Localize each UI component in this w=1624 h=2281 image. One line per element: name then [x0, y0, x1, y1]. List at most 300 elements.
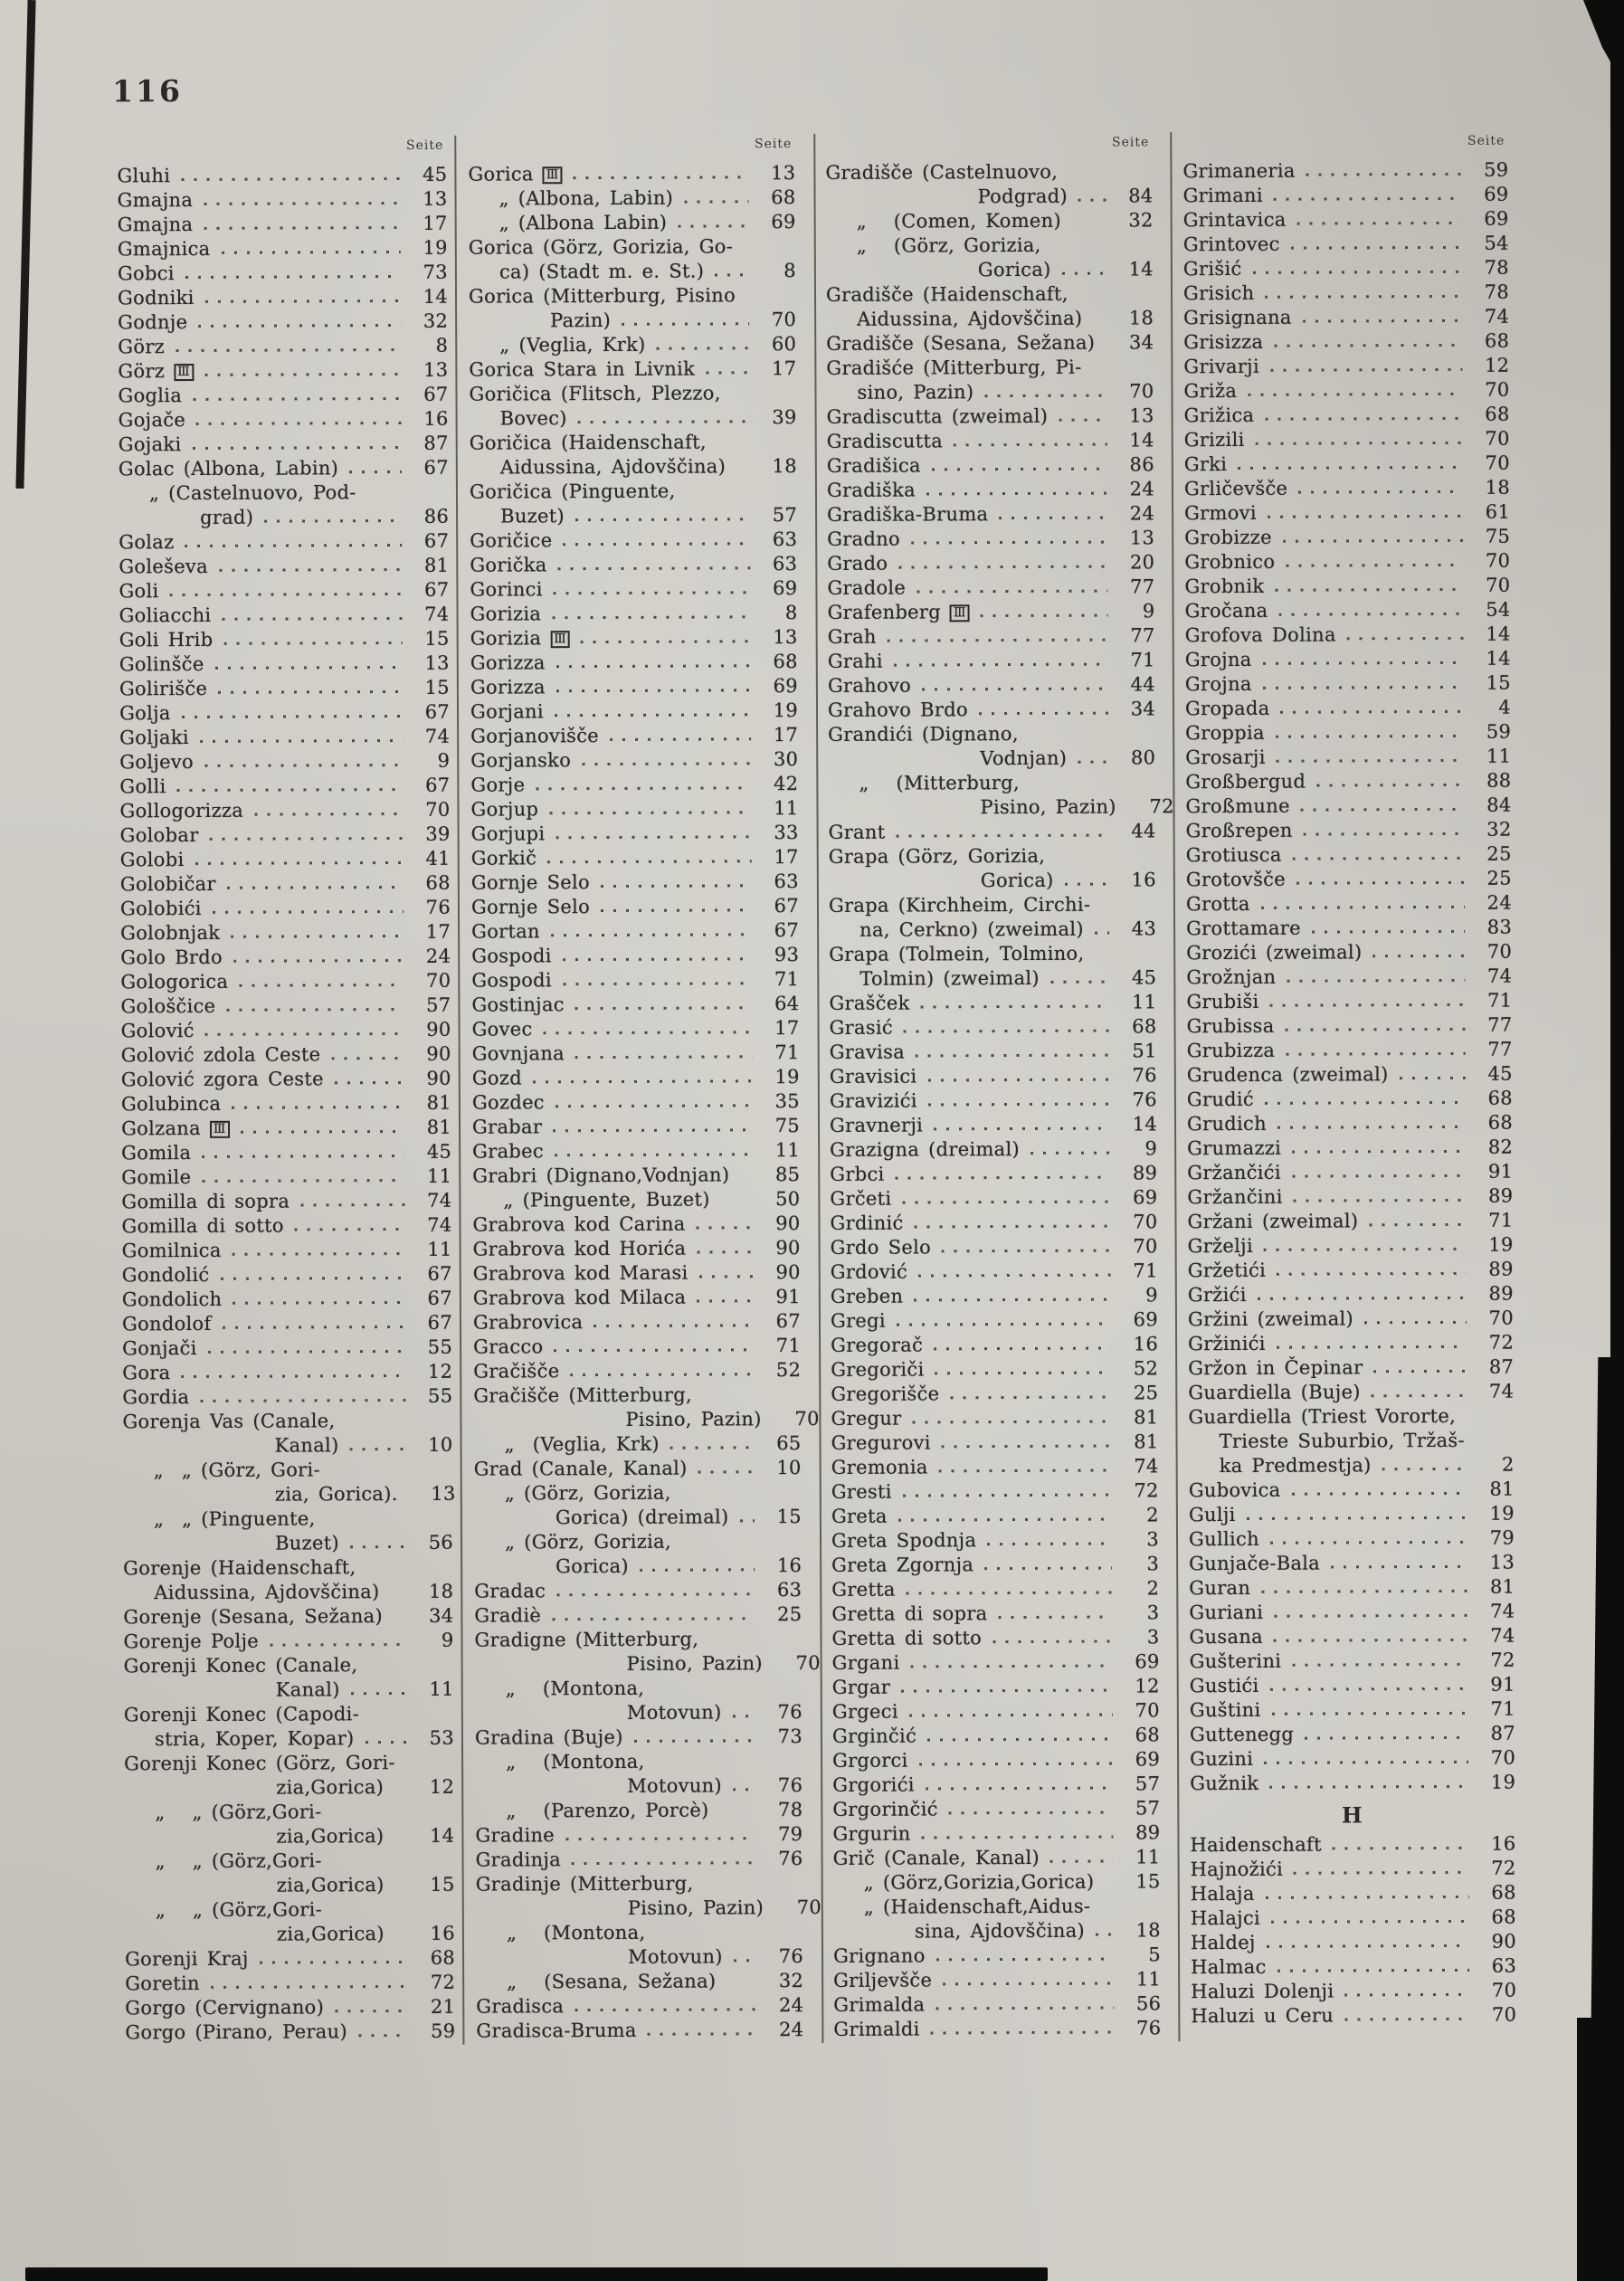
page-reference: 68 — [430, 1946, 456, 1969]
index-entry — [474, 1554, 802, 1580]
dot-leader — [1294, 1199, 1467, 1202]
place-name: Grudich — [1186, 1112, 1267, 1136]
dot-leader — [733, 1788, 755, 1791]
dot-leader — [1333, 1847, 1469, 1850]
place-name: Grintavica — [1182, 208, 1287, 232]
index-entry — [119, 505, 449, 531]
page-reference: 67 — [774, 895, 800, 917]
page-reference: 8 — [435, 334, 449, 356]
page-reference: 76 — [1132, 1088, 1157, 1111]
index-entry — [119, 529, 449, 556]
place-name: Grahovo — [827, 674, 912, 697]
place-name: „ (Montona, — [506, 1921, 646, 1944]
page-reference: 54 — [1484, 232, 1509, 254]
index-entry — [1183, 329, 1509, 356]
place-name: Gmajna — [117, 188, 194, 212]
place-name: Gondolić — [121, 1263, 210, 1287]
dot-leader — [1266, 1896, 1469, 1899]
index-entry — [475, 1700, 803, 1726]
dot-leader — [657, 347, 750, 349]
dot-leader — [1030, 1152, 1110, 1155]
index-entry — [1188, 1233, 1514, 1259]
page-reference: 30 — [773, 748, 799, 771]
index-entry-continuation — [124, 1751, 454, 1777]
page-reference: 68 — [771, 186, 796, 209]
index-entry — [470, 699, 798, 725]
index-entry — [830, 1185, 1157, 1212]
place-name: „ (Mitterburg, — [859, 771, 1021, 794]
index-entry — [1187, 1038, 1513, 1064]
dot-leader — [888, 639, 1108, 642]
index-entry — [1186, 916, 1512, 942]
index-entry — [471, 821, 799, 847]
index-entry — [118, 383, 448, 409]
page-reference: 91 — [1487, 1160, 1514, 1183]
place-name: Grdo Selo — [830, 1236, 932, 1259]
dot-leader — [1277, 1272, 1467, 1276]
page-reference: 74 — [1486, 965, 1513, 987]
place-name: Grotta — [1185, 892, 1250, 916]
index-entry — [472, 1187, 800, 1213]
index-entry — [124, 1775, 454, 1801]
index-entry — [118, 358, 448, 385]
index-entry — [120, 896, 451, 922]
dot-leader — [1294, 1871, 1469, 1875]
index-entry — [473, 1236, 801, 1262]
dot-leader — [581, 640, 751, 643]
place-name: Gorica Stara in Livnik — [469, 357, 696, 381]
index-entry — [471, 845, 799, 871]
index-entry-continuation — [1188, 1404, 1514, 1430]
page-reference: 70 — [425, 798, 451, 821]
place-name: Gravnerji — [829, 1114, 924, 1136]
index-entry — [1191, 1954, 1516, 1981]
dot-leader — [1274, 1639, 1468, 1642]
map-sheet-symbol: Ⅲ — [210, 1121, 230, 1138]
page-reference: 21 — [430, 1995, 456, 2018]
place-name: Gospodi — [471, 945, 552, 967]
page-reference: 25 — [1133, 1382, 1159, 1404]
dot-leader — [910, 1665, 1112, 1668]
place-name: Grojna — [1184, 648, 1252, 671]
dot-leader — [556, 664, 751, 668]
index-entry — [827, 501, 1154, 527]
place-name: „ (Veglia, Krk) — [504, 1432, 660, 1456]
index-entry — [119, 676, 450, 702]
dot-leader — [939, 1469, 1112, 1473]
place-name: Grudenca (zweimal) — [1186, 1063, 1389, 1087]
index-entry — [470, 454, 797, 480]
dot-leader — [727, 1983, 756, 1986]
place-name: Grivarji — [1183, 355, 1260, 378]
index-entry — [470, 601, 798, 627]
page-reference: 69 — [771, 211, 796, 233]
page-reference: 72 — [1134, 1479, 1159, 1502]
dot-leader — [896, 1176, 1111, 1180]
index-entry — [1186, 818, 1512, 844]
dot-leader — [1292, 1150, 1466, 1154]
page-reference: 81 — [1489, 1575, 1515, 1598]
dot-leader — [226, 1008, 404, 1012]
index-entry — [826, 257, 1154, 283]
place-name: na, Cerkno) (zweimal) — [859, 917, 1084, 941]
index-entry — [826, 330, 1154, 356]
index-entry — [121, 1042, 451, 1069]
index-entry — [829, 1014, 1156, 1041]
dot-leader — [575, 1055, 753, 1059]
index-entry — [826, 208, 1154, 234]
index-entry — [832, 1674, 1160, 1700]
index-entry — [125, 1971, 455, 1997]
place-name: Grželji — [1187, 1234, 1254, 1258]
page-reference: 68 — [1487, 1087, 1513, 1109]
place-name: Gradišče (Castelnuovo, — [825, 160, 1059, 184]
dot-leader — [335, 1081, 404, 1084]
place-name: Gračišče — [473, 1360, 560, 1383]
page-reference: 57 — [426, 993, 451, 1016]
dot-leader — [208, 1350, 405, 1354]
page-reference: 11 — [426, 1164, 452, 1187]
page-reference: 16 — [776, 1554, 803, 1577]
place-name: Grki — [1183, 452, 1228, 476]
dot-leader — [622, 322, 749, 326]
page-reference: 74 — [424, 603, 450, 625]
page-reference: 76 — [778, 1945, 804, 1968]
page-reference: 9 — [437, 749, 451, 772]
dot-leader — [1372, 1394, 1467, 1397]
index-entry-continuation — [473, 1383, 801, 1409]
dot-leader — [1059, 419, 1106, 422]
index-entry — [831, 1381, 1158, 1407]
dot-leader — [670, 1446, 755, 1449]
page-reference: 45 — [1131, 966, 1157, 989]
index-entry — [832, 1698, 1160, 1725]
page-reference: 11 — [774, 1139, 801, 1162]
index-entry — [122, 1311, 452, 1337]
dot-leader — [231, 935, 404, 938]
dot-leader — [1062, 272, 1106, 275]
index-entry — [474, 1578, 802, 1604]
place-name: Grabar — [471, 1116, 543, 1138]
dot-leader — [1267, 1944, 1469, 1948]
index-column-4 — [1182, 129, 1516, 2029]
page-reference: 70 — [1133, 1235, 1158, 1258]
index-entry — [1188, 1258, 1514, 1284]
page-reference: 13 — [423, 187, 448, 210]
place-name: Gondolich — [121, 1288, 223, 1311]
dot-leader — [678, 224, 748, 227]
place-name: Gravisa — [829, 1041, 906, 1063]
dot-leader — [1372, 955, 1465, 957]
index-entry — [1188, 1355, 1514, 1382]
index-entry — [830, 1039, 1157, 1065]
place-name: Gluhi — [117, 165, 171, 187]
index-entry — [833, 1967, 1161, 1993]
page-reference: 19 — [773, 699, 799, 722]
place-name: Bovec) — [499, 407, 567, 430]
page-reference: 87 — [1490, 1722, 1516, 1744]
place-name: Gorizza — [470, 651, 546, 674]
page-reference: 11 — [774, 797, 799, 820]
page-reference: 71 — [1488, 1209, 1514, 1231]
index-entry — [1190, 1649, 1515, 1675]
index-entry — [122, 1287, 452, 1313]
index-entry — [1183, 232, 1509, 258]
dot-leader — [1268, 515, 1463, 518]
dot-leader — [1331, 1565, 1467, 1569]
page-reference: 69 — [773, 675, 798, 698]
dot-leader — [1296, 881, 1465, 885]
page-reference: 18 — [428, 1580, 454, 1602]
dot-leader — [1297, 222, 1462, 225]
index-entry — [120, 945, 451, 971]
dot-leader — [536, 786, 751, 790]
page-reference: 63 — [1491, 1954, 1517, 1977]
page-reference: 76 — [777, 1701, 803, 1724]
index-entry — [1183, 280, 1509, 307]
page-reference: 19 — [1488, 1233, 1514, 1256]
place-name: Motovun) — [626, 1701, 722, 1724]
place-name: Gmajnica — [117, 237, 211, 261]
dot-leader — [914, 1298, 1111, 1302]
place-name: Grado — [827, 552, 888, 575]
dot-leader — [902, 1201, 1110, 1204]
index-entry — [829, 917, 1156, 943]
page-reference: 68 — [425, 871, 451, 894]
place-name: Grdović — [830, 1260, 908, 1283]
index-entry — [476, 1896, 822, 1922]
place-name: Gradišće (Mitterburg, Pi- — [826, 356, 1082, 379]
place-name: Gradigne (Mitterburg, — [474, 1628, 699, 1651]
dot-leader — [193, 397, 401, 401]
dot-leader — [556, 835, 751, 839]
page-reference: 16 — [1131, 869, 1156, 891]
place-name: ca) (Stadt m. e. St.) — [499, 260, 705, 283]
index-entry — [119, 725, 450, 751]
index-entry — [828, 794, 1174, 821]
dot-leader — [934, 1347, 1111, 1351]
place-name: Grimalda — [833, 1993, 926, 2016]
dot-leader — [572, 1861, 756, 1865]
dot-leader — [552, 1617, 755, 1620]
index-entry — [118, 212, 448, 238]
index-entry — [1185, 745, 1511, 771]
page-reference: 25 — [777, 1603, 803, 1626]
page-reference: 8 — [784, 260, 796, 282]
place-name: Haidenschaft — [1190, 1833, 1322, 1857]
page-reference: 67 — [423, 383, 449, 405]
place-name: zia, Gorica). — [274, 1483, 398, 1506]
page-reference: 70 — [1488, 1307, 1515, 1329]
index-entry — [830, 1210, 1157, 1236]
index-entry-continuation — [470, 479, 797, 505]
dot-leader — [1286, 564, 1463, 567]
place-name: Gorgo (Cervignano) — [125, 1996, 325, 2020]
dot-leader — [1269, 1785, 1468, 1789]
dot-leader — [349, 470, 402, 473]
place-name: Goliacchi — [119, 604, 212, 627]
dot-leader — [1277, 1126, 1466, 1129]
page-reference: 19 — [423, 236, 448, 259]
index-entry — [1186, 867, 1512, 893]
place-name: zia,Gorica) — [276, 1776, 385, 1799]
page-reference: 25 — [1486, 842, 1512, 865]
place-name: Gradiscutta — [826, 430, 944, 452]
dot-leader — [1400, 1077, 1466, 1079]
page-reference: 32 — [778, 1970, 804, 1992]
page-reference: 63 — [774, 870, 799, 893]
index-entry — [1187, 1136, 1513, 1162]
map-sheet-symbol: Ⅲ — [174, 364, 194, 381]
index-entry — [124, 1726, 454, 1753]
index-entry — [831, 1478, 1159, 1505]
place-name: „ (Montona, — [505, 1677, 645, 1700]
index-entry — [1185, 769, 1511, 795]
index-entry — [1187, 1160, 1513, 1186]
dot-leader — [934, 1127, 1110, 1131]
index-entry — [472, 1163, 800, 1189]
dot-leader — [556, 1592, 755, 1596]
page-reference: 81 — [1489, 1478, 1515, 1500]
index-entry — [827, 452, 1154, 479]
index-entry — [1184, 403, 1510, 429]
dot-leader — [943, 1982, 1114, 1986]
index-entry — [1185, 794, 1511, 820]
dot-leader — [903, 1494, 1112, 1497]
place-name: Görz — [118, 336, 166, 358]
dot-leader — [916, 1054, 1110, 1058]
index-entry-continuation — [474, 1627, 802, 1653]
page-reference: 90 — [775, 1237, 801, 1259]
page-number: 116 — [111, 73, 184, 109]
place-name: Gorica Ⅲ — [468, 162, 562, 186]
place-name: Gološčice — [120, 994, 216, 1018]
place-name: Gradiška-Bruma — [827, 503, 989, 526]
index-entry — [1183, 207, 1509, 233]
index-entry — [471, 918, 799, 945]
index-entry — [831, 1430, 1159, 1456]
index-entry — [118, 334, 448, 360]
dot-leader — [204, 226, 400, 230]
index-entry — [470, 796, 798, 822]
place-name: Groppia — [1185, 721, 1265, 745]
dot-leader — [901, 1689, 1113, 1693]
dot-leader — [1304, 832, 1465, 836]
dot-leader — [549, 811, 751, 814]
page-reference: 80 — [1130, 746, 1156, 769]
column-divider — [1170, 132, 1180, 2041]
index-entry — [120, 847, 451, 873]
page-reference: 70 — [1485, 378, 1510, 401]
index-entry — [472, 1089, 800, 1116]
page-reference: 45 — [1487, 1062, 1513, 1085]
page-reference: 24 — [778, 1994, 804, 2017]
index-entry-continuation — [1188, 1429, 1514, 1455]
index-entry — [120, 871, 451, 898]
index-entry — [471, 992, 799, 1018]
place-name: Gorenje (Sesana, Sežana) — [123, 1605, 384, 1629]
page-reference: 86 — [423, 505, 450, 527]
index-entry — [119, 774, 450, 800]
index-entry — [474, 1505, 802, 1531]
page-reference: 63 — [772, 528, 798, 551]
page-reference: 81 — [426, 1116, 452, 1138]
page-reference: 34 — [1130, 698, 1156, 720]
index-entry-continuation — [124, 1702, 454, 1728]
place-name: Gužnik — [1190, 1772, 1259, 1795]
index-entry — [471, 894, 799, 920]
index-entry-continuation — [828, 721, 1155, 747]
index-entry — [124, 1824, 454, 1850]
dot-leader — [578, 420, 750, 423]
page-reference: 13 — [773, 626, 798, 649]
index-entry — [1185, 623, 1511, 649]
index-entry — [1189, 1453, 1515, 1479]
dot-leader — [1274, 344, 1462, 347]
place-name: Guttenegg — [1189, 1723, 1295, 1746]
place-name: Gortan — [471, 920, 540, 943]
index-entry — [474, 1431, 802, 1458]
index-entry — [1189, 1624, 1515, 1650]
place-name: Gržini (zweimal) — [1187, 1307, 1354, 1331]
dot-leader — [181, 177, 400, 181]
page-reference: 76 — [777, 1774, 803, 1797]
index-entry — [123, 1482, 456, 1508]
page-reference: 9 — [1145, 1284, 1158, 1307]
place-name: Gradišče (Sesana, Sežana) — [826, 331, 1096, 355]
index-entry — [118, 285, 448, 311]
place-name: Gojaki — [118, 433, 182, 456]
place-name: Pisino, Pazin) — [980, 795, 1116, 819]
place-name: Golo Brdo — [120, 946, 223, 969]
dot-leader — [699, 1275, 754, 1278]
index-entry — [125, 2020, 455, 2046]
place-name: grad) — [200, 506, 254, 528]
place-name: zia,Gorica) — [276, 1923, 385, 1945]
index-entry — [828, 623, 1155, 650]
index-entry — [1185, 720, 1511, 746]
index-entry — [826, 379, 1154, 405]
place-name: „ (Pinguente, Buzet) — [503, 1188, 710, 1212]
page-reference: 32 — [1486, 818, 1512, 841]
index-entry — [1189, 1478, 1515, 1504]
dot-leader — [1065, 883, 1109, 886]
index-entry — [470, 552, 797, 578]
place-name: „ (Albona Labin) — [499, 211, 668, 234]
index-entry — [825, 184, 1153, 210]
dot-leader — [1277, 1969, 1469, 1972]
index-column-2 — [468, 132, 822, 2044]
place-name: Gobci — [117, 262, 175, 285]
dot-leader — [185, 544, 402, 547]
index-entry-continuation — [476, 1920, 803, 1946]
page-reference: 76 — [778, 1848, 803, 1870]
page-reference: 73 — [423, 261, 448, 283]
scan-artifact-bottom-edge — [25, 2267, 1048, 2281]
place-name: Grisignana — [1183, 306, 1292, 329]
place-name: Buzet) — [500, 505, 565, 527]
page-reference: 63 — [772, 553, 798, 575]
page-reference: 15 — [430, 1873, 455, 1896]
index-entry — [120, 993, 451, 1020]
page-reference: 74 — [427, 1189, 452, 1212]
dot-leader — [648, 2032, 757, 2036]
page-reference: 15 — [424, 627, 450, 650]
page-reference: 24 — [425, 945, 451, 967]
place-name: Golobići — [119, 897, 202, 920]
dot-leader — [554, 591, 751, 594]
index-entry — [1190, 1697, 1515, 1724]
